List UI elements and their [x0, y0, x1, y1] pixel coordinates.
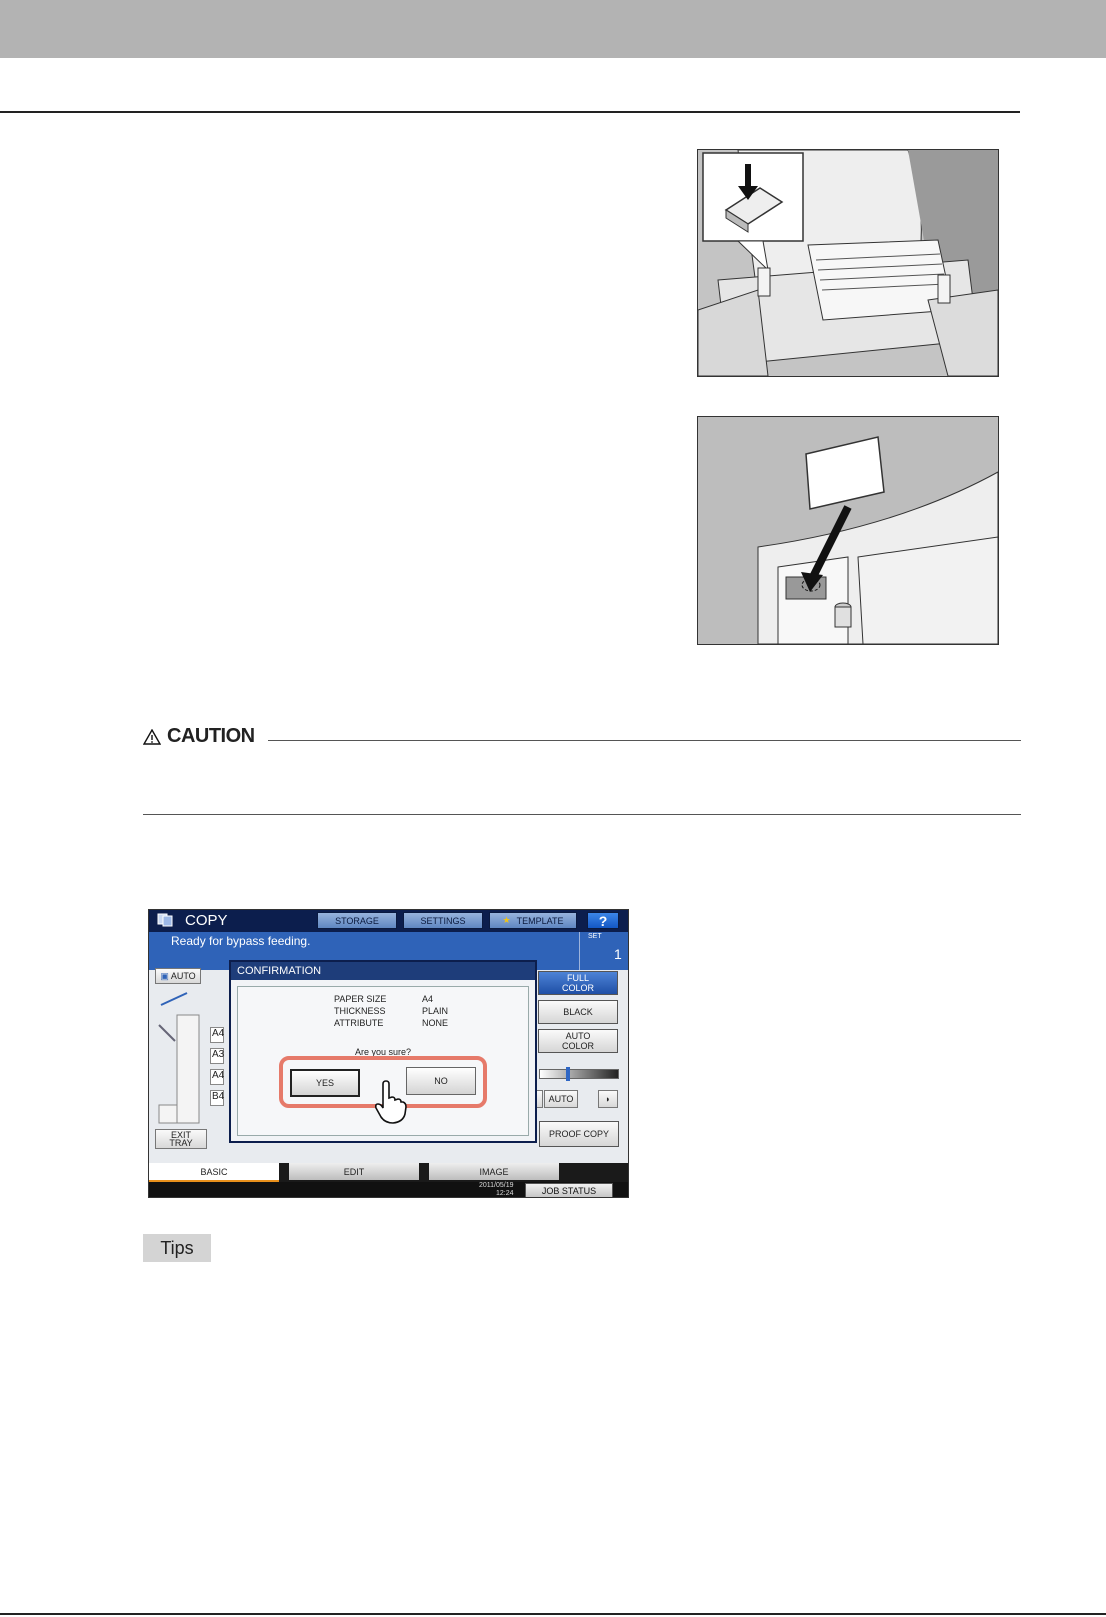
panel-footer	[149, 1182, 629, 1198]
darker-button[interactable]	[598, 1090, 618, 1108]
proof-copy-button[interactable]: PROOF COPY	[539, 1121, 619, 1147]
template-button[interactable]	[489, 912, 577, 929]
exit-tray-label: EXIT TRAY	[169, 1130, 193, 1148]
help-button[interactable]: ?	[587, 912, 619, 929]
tab-image[interactable]: IMAGE	[429, 1163, 559, 1180]
caution-rule-bottom	[143, 814, 1021, 815]
header-rule	[0, 111, 1020, 113]
half-circle-icon: ◗	[605, 1094, 611, 1104]
paper-insert-illustration	[697, 416, 999, 645]
exit-tray-button[interactable]	[155, 1129, 207, 1149]
panel-header	[149, 910, 629, 932]
warning-icon	[143, 729, 161, 745]
info-key-attribute: ATTRIBUTE	[334, 1018, 384, 1028]
storage-button[interactable]: STORAGE	[317, 912, 397, 929]
density-slider[interactable]	[539, 1069, 619, 1079]
footer-rule	[0, 1613, 1106, 1615]
header-band	[0, 0, 1106, 58]
caution-box	[143, 725, 1021, 815]
confirm-question: Are you sure?	[355, 1047, 412, 1057]
caution-heading	[143, 725, 255, 748]
info-key-thickness: THICKNESS	[334, 1006, 386, 1016]
auto-paper-button[interactable]	[155, 968, 201, 984]
pointing-hand-icon	[373, 1080, 407, 1124]
auto-color-button[interactable]: AUTO COLOR	[538, 1029, 618, 1053]
yes-button[interactable]: YES	[290, 1069, 360, 1097]
tray-size-1[interactable]: A4	[210, 1027, 224, 1043]
tab-edit[interactable]: EDIT	[289, 1163, 419, 1180]
dialog-title: CONFIRMATION	[231, 962, 535, 980]
tray-lever-illustration	[697, 149, 999, 377]
tab-basic[interactable]: BASIC	[149, 1163, 279, 1183]
info-key-paper-size: PAPER SIZE	[334, 994, 387, 1004]
info-value-paper-size: A4	[422, 994, 434, 1004]
template-label: TEMPLATE	[516, 915, 564, 926]
status-message: Ready for bypass feeding.	[171, 934, 311, 948]
density-thumb[interactable]	[566, 1067, 570, 1081]
copy-app-icon	[157, 913, 173, 927]
app-title: COPY	[185, 912, 228, 929]
full-color-button[interactable]: FULL COLOR	[538, 971, 618, 995]
auto-density-button[interactable]: AUTO	[544, 1090, 578, 1108]
info-value-attribute: NONE	[422, 1018, 449, 1028]
black-button[interactable]: BLACK	[538, 1000, 618, 1024]
date: 2011/05/19	[479, 1182, 514, 1189]
settings-button[interactable]: SETTINGS	[403, 912, 483, 929]
date-time	[479, 1182, 514, 1198]
paper-icon: ▣	[160, 970, 169, 981]
confirmation-dialog	[229, 960, 537, 1143]
info-value-thickness: PLAIN	[422, 1006, 449, 1016]
tray-size-4[interactable]: B4	[210, 1090, 224, 1106]
set-count: 1	[614, 946, 622, 962]
set-label: SET	[588, 933, 602, 940]
job-status-button[interactable]: JOB STATUS	[525, 1183, 613, 1198]
time: 12:24	[495, 1190, 514, 1197]
set-count-box	[579, 932, 629, 970]
caution-label: CAUTION	[167, 725, 255, 747]
no-button[interactable]: NO	[406, 1067, 476, 1095]
tips-label: Tips	[143, 1234, 211, 1262]
caution-rule-top	[268, 740, 1021, 741]
tray-size-2[interactable]: A3	[210, 1048, 224, 1064]
star-icon: ★	[502, 915, 511, 925]
tray-size-3[interactable]: A4	[210, 1069, 224, 1085]
copier-touch-panel	[148, 909, 629, 1198]
auto-paper-label: AUTO	[170, 971, 196, 981]
